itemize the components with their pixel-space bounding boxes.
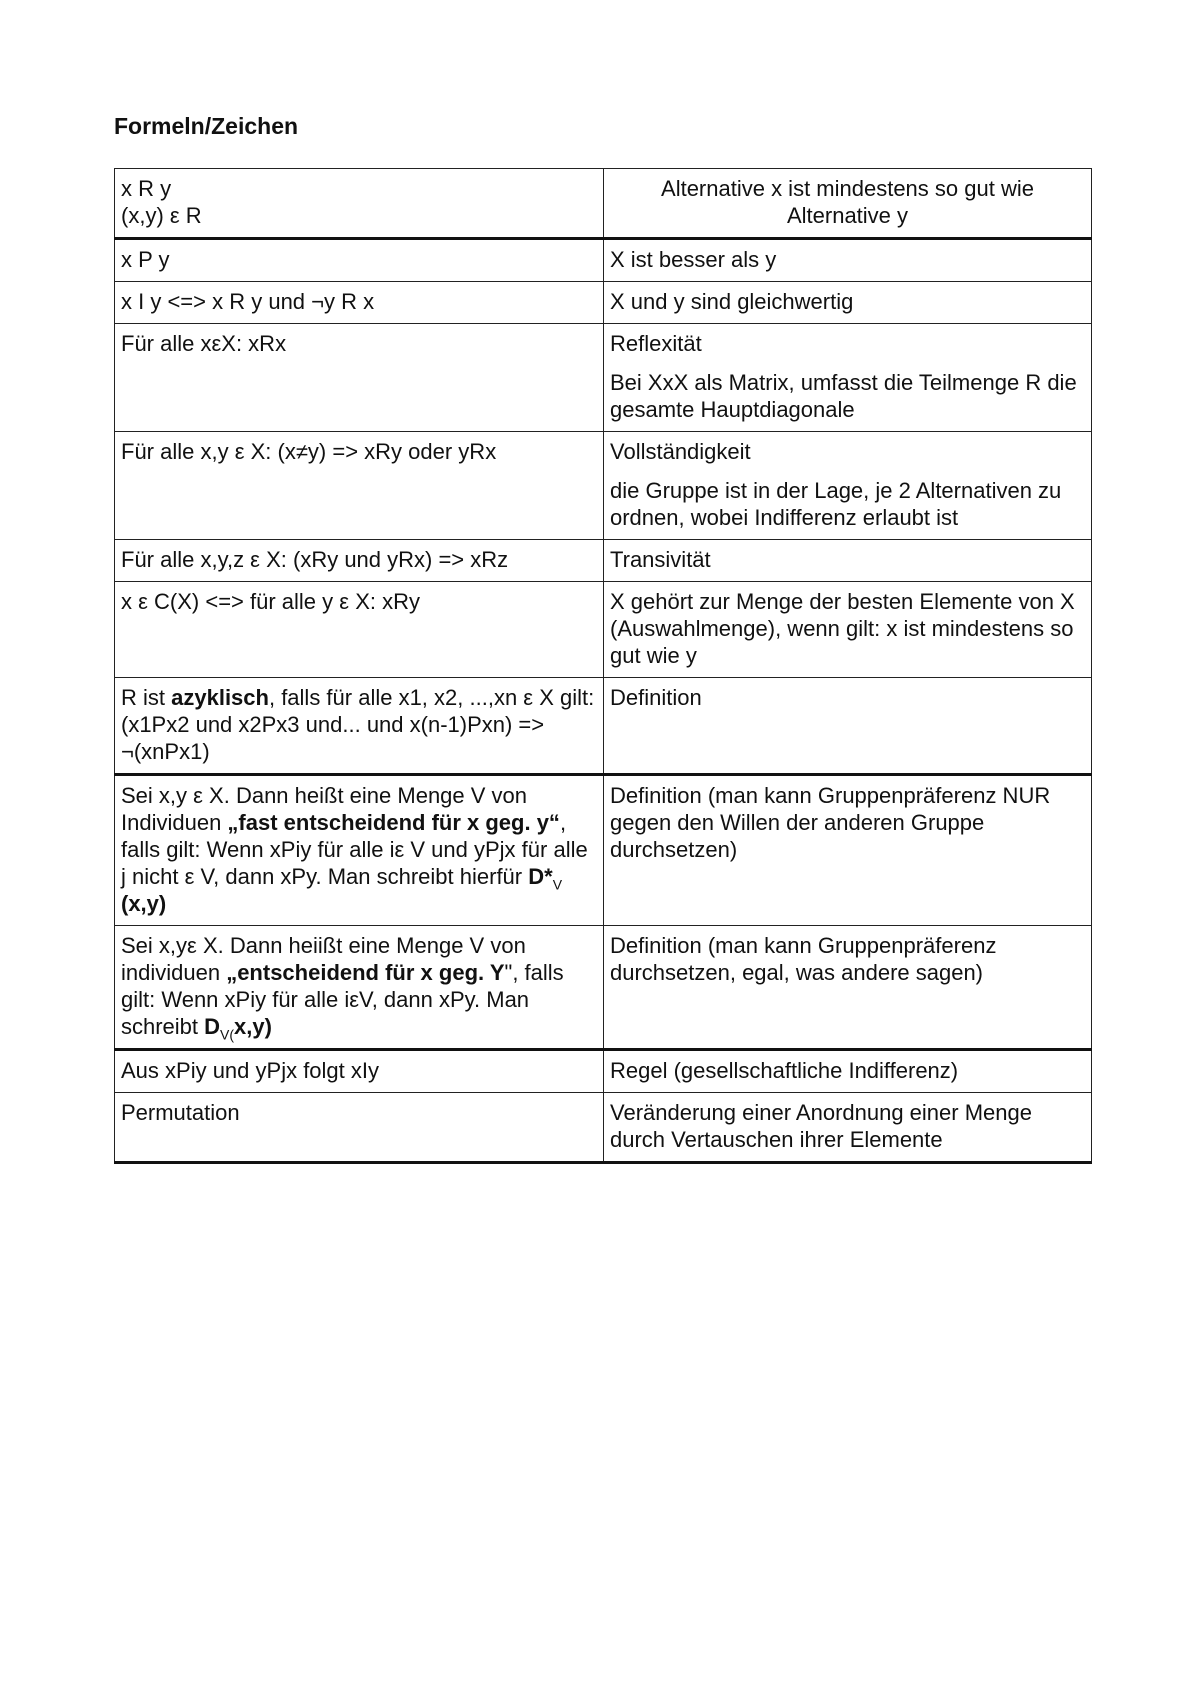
formula-cell: x I y <=> x R y und ¬y R x: [115, 282, 604, 324]
meaning-cell: Definition: [604, 678, 1092, 775]
formula-subscript: V: [552, 876, 563, 893]
formula-keyword: „entscheidend für x geg. Y: [226, 960, 505, 985]
table-row: [115, 1093, 1092, 1163]
page-title: Formeln/Zeichen: [114, 113, 299, 139]
table-row: [115, 282, 1092, 324]
formula-symbol-args: (x,y): [121, 891, 167, 916]
meaning-line: Alternative y: [786, 203, 909, 228]
formula-cell: [115, 678, 604, 775]
formula-subscript: V(: [220, 1026, 235, 1043]
meaning-cell: [604, 432, 1092, 540]
formula-text: , falls für alle x1, x2, ...,xn ε X gilt: (x1Px2 und x2Px3 und... und x(n-1)Pxn) => ¬(xnPx1): [121, 685, 595, 764]
formula-line: (x,y) ε R: [121, 203, 202, 228]
meaning-cell: Veränderung einer Anordnung einer Menge durch Vertauschen ihrer Elemente: [604, 1093, 1092, 1163]
table-row: [115, 678, 1092, 775]
formula-text: ", falls gilt: Wenn xPiy für alle iεV, dann xPy. Man schreibt: [121, 960, 564, 1039]
table-row: [115, 239, 1092, 282]
table-row: [115, 432, 1092, 540]
formula-cell: [115, 169, 604, 239]
table-row: [115, 540, 1092, 582]
formula-symbol: D: [204, 1014, 221, 1039]
meaning-cell: X und y sind gleichwertig: [604, 282, 1092, 324]
formula-keyword: azyklisch: [171, 685, 269, 710]
formula-cell: Für alle xεX: xRx: [115, 324, 604, 432]
formula-cell: x P y: [115, 239, 604, 282]
meaning-cell: Transivität: [604, 540, 1092, 582]
formula-cell: Für alle x,y ε X: (x≠y) => xRy oder yRx: [115, 432, 604, 540]
meaning-cell: Definition (man kann Gruppenpräferenz durchsetzen, egal, was andere sagen): [604, 926, 1092, 1050]
formula-symbol-args: x,y): [234, 1014, 272, 1039]
meaning-cell: Definition (man kann Gruppenpräferenz NUR gegen den Willen der anderen Gruppe durchsetzen): [604, 775, 1092, 926]
meaning-cell: [604, 169, 1092, 239]
meaning-explanation: Bei XxX als Matrix, umfasst die Teilmenge R die gesamte Hauptdiagonale: [610, 370, 1077, 422]
table-row: [115, 169, 1092, 239]
formula-cell: x ε C(X) <=> für alle y ε X: xRy: [115, 582, 604, 678]
meaning-cell: X gehört zur Menge der besten Elemente von X (Auswahlmenge), wenn gilt: x ist mindestens so gut wie y: [604, 582, 1092, 678]
formula-cell: [115, 775, 604, 926]
meaning-line: Alternative x ist mindestens so gut wie: [661, 176, 1034, 201]
table-row: [115, 775, 1092, 926]
formula-text: , falls gilt: Wenn xPiy für alle iε V und yPjx für alle j nicht ε V, dann xPy. Man schreibt hierfür: [121, 810, 588, 889]
meaning-cell: [604, 324, 1092, 432]
meaning-term: Reflexität: [610, 331, 702, 356]
formula-cell: Aus xPiy und yPjx folgt xIy: [115, 1050, 604, 1093]
meaning-cell: Regel (gesellschaftliche Indifferenz): [604, 1050, 1092, 1093]
formula-cell: Für alle x,y,z ε X: (xRy und yRx) => xRz: [115, 540, 604, 582]
formula-cell: Permutation: [115, 1093, 604, 1163]
table-row: [115, 324, 1092, 432]
table-row: [115, 1050, 1092, 1093]
formula-text: R ist: [121, 685, 172, 710]
meaning-term: Vollständigkeit: [610, 439, 751, 464]
table-row: [115, 926, 1092, 1050]
formula-cell: [115, 926, 604, 1050]
formula-keyword: „fast entscheidend für x geg. y“: [227, 810, 560, 835]
table-row: [115, 582, 1092, 678]
meaning-explanation: die Gruppe ist in der Lage, je 2 Alternativen zu ordnen, wobei Indifferenz erlaubt ist: [610, 478, 1062, 530]
formula-table: [114, 168, 1092, 1164]
formula-text: Sei x,y ε X. Dann heißt eine Menge V von Individuen: [121, 783, 528, 835]
formula-symbol: D*: [528, 864, 553, 889]
formula-line: x R y: [121, 176, 172, 201]
meaning-cell: X ist besser als y: [604, 239, 1092, 282]
formula-text: Sei x,yε X. Dann heiißt eine Menge V von individuen: [121, 933, 526, 985]
